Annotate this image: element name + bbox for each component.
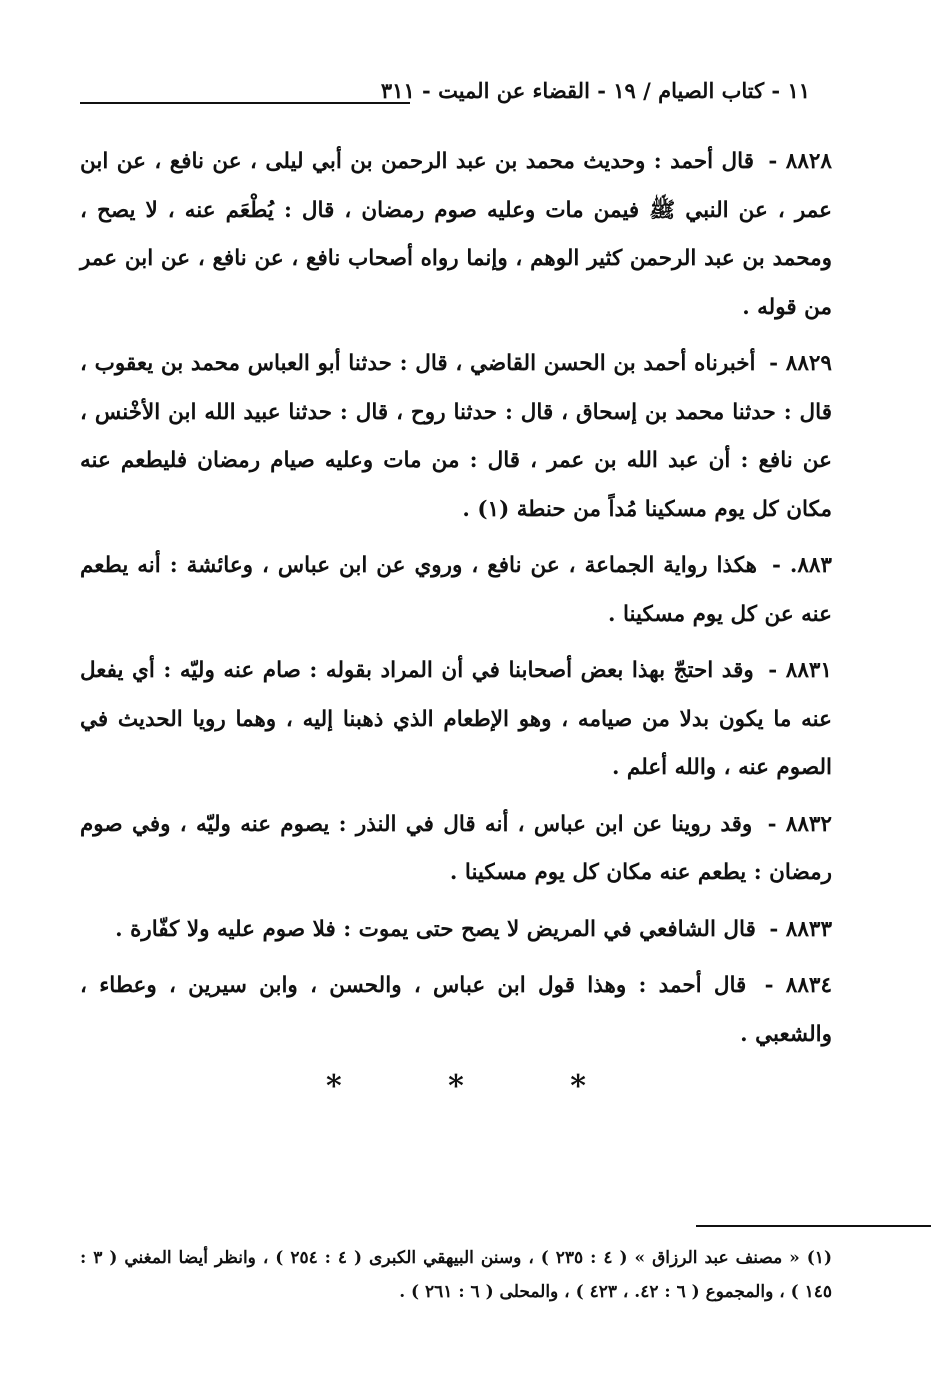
paragraph-8833 <box>80 906 832 955</box>
paragraph-number: ٨٨٣٢ - <box>767 811 832 837</box>
paragraph-text: وقد احتجّ بهذا بعض أصحابنا في أن المراد بقوله : صام عنه وليّه : أي يفعل عنه ما يكون بدلا من صيامه ، وهو الإطعام الذي ذهبنا إليه ، وهما رويا الحديث في الصوم عنه ، والله أعلم . <box>80 658 832 780</box>
body-text <box>80 138 832 1059</box>
paragraph-text: قال أحمد : وهذا قول ابن عباس ، والحسن ، وابن سيرين ، وعطاء ، والشعبي . <box>80 973 832 1047</box>
paragraph-number: ٨٨٣٣ - <box>769 916 832 942</box>
page <box>80 60 832 1107</box>
paragraph-number: ٨٨٣١ - <box>768 658 832 683</box>
footnotes <box>80 1241 832 1309</box>
paragraph-text: قال أحمد : وحديث محمد بن عبد الرحمن بن أبي ليلى ، عن نافع ، عن ابن عمر ، عن النبي ﷺ فيمن مات وعليه صوم رمضان ، قال : يُطْعَم عنه ، لا يصح ، ومحمد بن عبد الرحمن كثير الوهم ، وإنما رواه أصحاب نافع ، عن نافع ، عن ابن عمر من قوله . <box>80 149 832 320</box>
paragraph-8828 <box>80 138 832 332</box>
paragraph-8830 <box>80 542 832 639</box>
footnote-rule <box>696 1225 931 1227</box>
running-title: ١١ - كتاب الصيام / ١٩ - القضاء عن الميت - ٣١١ <box>380 78 810 103</box>
paragraph-8829 <box>80 340 832 534</box>
header-rule <box>80 102 410 104</box>
paragraph-8832 <box>80 801 832 898</box>
footnote-1: (١) « مصنف عبد الرزاق » ( ٤ : ٢٣٥ ) ، وسنن البيهقي الكبرى ( ٤ : ٢٥٤ ) ، وانظر أيضا المغني ( ٣ : ١٤٥ ) ، والمجموع ( ٦ : ٤٢. ، ٤٢٣ ) ، والمحلى ( ٦ : ٢٦١ ) . <box>80 1248 832 1302</box>
paragraph-8831 <box>80 647 832 793</box>
paragraph-number: ٨٨٢٨ - <box>768 149 832 174</box>
page-header <box>80 60 832 120</box>
paragraph-8834 <box>80 962 832 1059</box>
paragraph-text: وقد روينا عن ابن عباس ، أنه قال في النذر : يصوم عنه وليّه ، وفي صوم رمضان : يطعم عنه مكان كل يوم مسكينا . <box>80 811 832 885</box>
paragraph-text: قال الشافعي في المريض لا يصح حتى يموت : فلا صوم عليه ولا كفّارة . <box>115 916 756 942</box>
section-separator: * * * <box>326 1069 634 1104</box>
paragraph-number: ٨٨٣. - <box>771 553 832 578</box>
paragraph-text: هكذا رواية الجماعة ، عن نافع ، وروي عن ابن عباس ، وعائشة : أنه يطعم عنه عن كل يوم مسكينا . <box>80 553 832 627</box>
paragraph-text: أخبرناه أحمد بن الحسن القاضي ، قال : حدثنا أبو العباس محمد بن يعقوب ، قال : حدثنا محمد بن إسحاق ، قال : حدثنا روح ، قال : حدثنا عبيد الله ابن الأخْنس ، عن نافع : أن عبد الله بن عمر ، قال : من مات وعليه صيام رمضان فليطعم عنه مكان كل يوم مسكينا مُداً من حنطة (١) . <box>80 351 832 522</box>
paragraph-number: ٨٨٢٩ - <box>769 351 832 376</box>
paragraph-number: ٨٨٣٤ - <box>764 973 832 998</box>
